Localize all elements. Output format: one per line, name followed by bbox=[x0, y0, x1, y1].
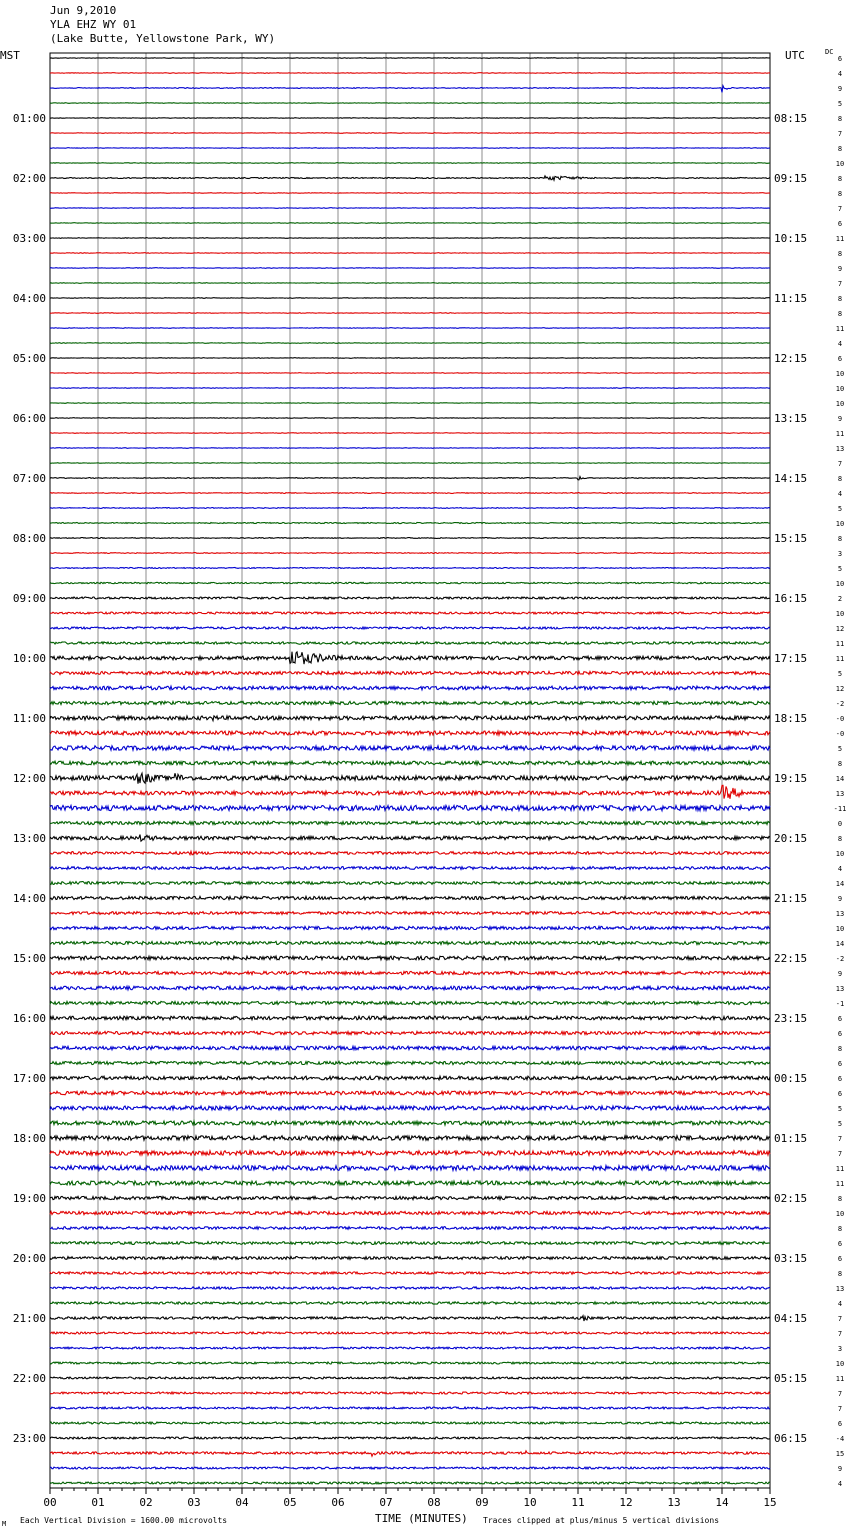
dc-offset-label: -0 bbox=[835, 715, 845, 723]
dc-offset-label: 8 bbox=[837, 115, 843, 123]
trace-53 bbox=[50, 851, 770, 854]
x-tick-label: 06 bbox=[331, 1496, 345, 1509]
dc-offset-label: 3 bbox=[837, 550, 843, 558]
dc-offset-label: 11 bbox=[835, 325, 845, 333]
left-hour-label: 06:00 bbox=[12, 412, 46, 425]
right-hour-label: 19:15 bbox=[774, 772, 808, 785]
trace-59 bbox=[50, 941, 770, 944]
dc-offset-label: 8 bbox=[837, 1225, 843, 1233]
trace-21 bbox=[50, 373, 770, 374]
right-hour-label: 14:15 bbox=[774, 472, 808, 485]
trace-88 bbox=[50, 1377, 770, 1379]
trace-2 bbox=[50, 86, 770, 93]
dc-offset-label: 5 bbox=[837, 505, 843, 513]
trace-26 bbox=[50, 448, 770, 449]
trace-52 bbox=[50, 835, 770, 842]
left-hour-label: 11:00 bbox=[12, 712, 46, 725]
x-tick-label: 00 bbox=[43, 1496, 57, 1509]
dc-offset-label: 6 bbox=[837, 220, 843, 228]
dc-offset-label: 11 bbox=[835, 1165, 845, 1173]
dc-offset-label: 11 bbox=[835, 235, 845, 243]
dc-offset-label: 10 bbox=[835, 400, 845, 408]
trace-77 bbox=[50, 1211, 770, 1214]
trace-50 bbox=[50, 805, 770, 810]
dc-offset-label: 5 bbox=[837, 565, 843, 573]
x-tick-label: 10 bbox=[523, 1496, 537, 1509]
trace-86 bbox=[50, 1347, 770, 1349]
dc-offset-label: 15 bbox=[835, 1450, 845, 1458]
trace-82 bbox=[50, 1287, 770, 1289]
dc-offset-label: 13 bbox=[835, 910, 845, 918]
dc-offset-label: 13 bbox=[835, 985, 845, 993]
trace-23 bbox=[50, 403, 770, 404]
dc-offset-label: 10 bbox=[835, 385, 845, 393]
right-hour-label: 23:15 bbox=[774, 1012, 808, 1025]
dc-offset-label: 6 bbox=[837, 355, 843, 363]
x-tick-label: 13 bbox=[667, 1496, 681, 1509]
trace-34 bbox=[50, 568, 770, 569]
trace-19 bbox=[50, 343, 770, 344]
trace-27 bbox=[50, 463, 770, 464]
dc-offset-label: 6 bbox=[837, 55, 843, 63]
right-hour-label: 22:15 bbox=[774, 952, 808, 965]
dc-offset-label: 10 bbox=[835, 370, 845, 378]
dc-offset-label: 9 bbox=[837, 970, 843, 978]
dc-offset-label: -4 bbox=[835, 1435, 845, 1443]
dc-offset-label: 5 bbox=[837, 1120, 843, 1128]
trace-81 bbox=[50, 1272, 770, 1274]
trace-14 bbox=[50, 268, 770, 269]
trace-62 bbox=[50, 986, 770, 990]
dc-offset-label: 14 bbox=[835, 940, 845, 948]
dc-offset-label: 8 bbox=[837, 1195, 843, 1203]
right-hour-label: 12:15 bbox=[774, 352, 808, 365]
right-hour-label: 15:15 bbox=[774, 532, 808, 545]
trace-36 bbox=[50, 597, 770, 599]
dc-offset-label: -1 bbox=[835, 1000, 845, 1008]
x-tick-label: 07 bbox=[379, 1496, 393, 1509]
dc-offset-label: 8 bbox=[837, 1045, 843, 1053]
dc-offset-label: 8 bbox=[837, 190, 843, 198]
trace-4 bbox=[50, 118, 770, 119]
trace-95 bbox=[50, 1482, 770, 1484]
trace-41 bbox=[50, 671, 770, 674]
dc-offset-label: 7 bbox=[837, 1390, 843, 1398]
trace-90 bbox=[50, 1407, 770, 1409]
trace-94 bbox=[50, 1467, 770, 1469]
left-hour-label: 10:00 bbox=[12, 652, 46, 665]
trace-70 bbox=[50, 1106, 770, 1110]
right-hour-label: 11:15 bbox=[774, 292, 808, 305]
trace-91 bbox=[50, 1422, 770, 1424]
right-hour-label: 20:15 bbox=[774, 832, 808, 845]
trace-65 bbox=[50, 1031, 770, 1034]
dc-offset-label: 6 bbox=[837, 1255, 843, 1263]
x-tick-label: 05 bbox=[283, 1496, 297, 1509]
dc-offset-label: 10 bbox=[835, 160, 845, 168]
right-hour-label: 03:15 bbox=[774, 1252, 808, 1265]
dc-offset-label: 4 bbox=[837, 490, 843, 498]
right-hour-label: 10:15 bbox=[774, 232, 808, 245]
trace-13 bbox=[50, 253, 770, 254]
trace-0 bbox=[50, 58, 770, 59]
trace-31 bbox=[50, 523, 770, 524]
right-hour-label: 08:15 bbox=[774, 112, 808, 125]
x-tick-label: 08 bbox=[427, 1496, 441, 1509]
trace-35 bbox=[50, 582, 770, 583]
trace-58 bbox=[50, 926, 770, 929]
right-hour-label: 02:15 bbox=[774, 1192, 808, 1205]
left-hour-label: 13:00 bbox=[12, 832, 46, 845]
trace-44 bbox=[50, 716, 770, 721]
left-hour-label: 14:00 bbox=[12, 892, 46, 905]
right-hour-label: 06:15 bbox=[774, 1432, 808, 1445]
dc-offset-label: 6 bbox=[837, 1420, 843, 1428]
x-tick-label: 11 bbox=[571, 1496, 585, 1509]
trace-39 bbox=[50, 642, 770, 644]
left-hour-label: 08:00 bbox=[12, 532, 46, 545]
trace-43 bbox=[50, 701, 770, 704]
dc-offset-label: 9 bbox=[837, 265, 843, 273]
dc-offset-label: -2 bbox=[835, 700, 845, 708]
trace-5 bbox=[50, 133, 770, 134]
trace-85 bbox=[50, 1332, 770, 1334]
dc-offset-label: 0 bbox=[837, 820, 843, 828]
trace-56 bbox=[50, 896, 770, 899]
dc-offset-label: 14 bbox=[835, 775, 845, 783]
dc-offset-label: 5 bbox=[837, 1105, 843, 1113]
x-tick-label: 04 bbox=[235, 1496, 249, 1509]
trace-46 bbox=[50, 746, 770, 750]
dc-offset-label: 7 bbox=[837, 205, 843, 213]
left-hour-label: 04:00 bbox=[12, 292, 46, 305]
trace-25 bbox=[50, 433, 770, 434]
trace-45 bbox=[50, 731, 770, 735]
dc-offset-label: 13 bbox=[835, 790, 845, 798]
left-hour-label: 21:00 bbox=[12, 1312, 46, 1325]
trace-72 bbox=[50, 1136, 770, 1140]
x-tick-label: 15 bbox=[763, 1496, 777, 1509]
trace-9 bbox=[50, 193, 770, 194]
dc-offset-label: 9 bbox=[837, 1465, 843, 1473]
dc-offset-label: 6 bbox=[837, 1030, 843, 1038]
dc-offset-label: 7 bbox=[837, 1150, 843, 1158]
dc-offset-label: 7 bbox=[837, 130, 843, 138]
left-hour-label: 15:00 bbox=[12, 952, 46, 965]
trace-1 bbox=[50, 73, 770, 74]
trace-61 bbox=[50, 971, 770, 974]
trace-38 bbox=[50, 627, 770, 629]
dc-offset-label: 6 bbox=[837, 1240, 843, 1248]
trace-42 bbox=[50, 686, 770, 690]
dc-offset-label: 11 bbox=[835, 655, 845, 663]
dc-offset-label: 10 bbox=[835, 580, 845, 588]
left-timezone-label: MST bbox=[0, 49, 20, 62]
trace-30 bbox=[50, 508, 770, 509]
x-tick-label: 03 bbox=[187, 1496, 201, 1509]
trace-32 bbox=[50, 538, 770, 539]
trace-3 bbox=[50, 103, 770, 104]
trace-69 bbox=[50, 1091, 770, 1095]
left-hour-label: 01:00 bbox=[12, 112, 46, 125]
x-tick-label: 02 bbox=[139, 1496, 153, 1509]
dc-offset-label: 6 bbox=[837, 1075, 843, 1083]
trace-89 bbox=[50, 1392, 770, 1394]
dc-offset-label: 14 bbox=[835, 880, 845, 888]
trace-60 bbox=[50, 956, 770, 960]
trace-17 bbox=[50, 313, 770, 314]
trace-10 bbox=[50, 208, 770, 209]
trace-68 bbox=[50, 1076, 770, 1080]
dc-offset-label: 8 bbox=[837, 175, 843, 183]
dc-offset-label: 4 bbox=[837, 865, 843, 873]
trace-7 bbox=[50, 163, 770, 164]
scale-note: Each Vertical Division = 1600.00 microvolts bbox=[20, 1516, 228, 1525]
dc-offset-label: -11 bbox=[833, 805, 847, 813]
trace-66 bbox=[50, 1046, 770, 1050]
dc-offset-label: 13 bbox=[835, 1285, 845, 1293]
trace-83 bbox=[50, 1302, 770, 1304]
trace-15 bbox=[50, 283, 770, 284]
x-axis-title: TIME (MINUTES) bbox=[375, 1512, 468, 1525]
trace-92 bbox=[50, 1437, 770, 1439]
trace-51 bbox=[50, 821, 770, 824]
dc-offset-label: 7 bbox=[837, 1135, 843, 1143]
right-hour-label: 18:15 bbox=[774, 712, 808, 725]
dc-offset-label: -0 bbox=[835, 730, 845, 738]
dc-offset-label: 9 bbox=[837, 415, 843, 423]
dc-offset-label: 10 bbox=[835, 610, 845, 618]
trace-71 bbox=[50, 1121, 770, 1125]
dc-offset-label: 4 bbox=[837, 340, 843, 348]
trace-87 bbox=[50, 1362, 770, 1364]
dc-offset-label: 9 bbox=[837, 895, 843, 903]
trace-76 bbox=[50, 1196, 770, 1199]
right-hour-label: 16:15 bbox=[774, 592, 808, 605]
trace-48 bbox=[50, 773, 770, 784]
dc-offset-label: 8 bbox=[837, 835, 843, 843]
dc-offset-label: 8 bbox=[837, 250, 843, 258]
dc-offset-label: 5 bbox=[837, 100, 843, 108]
dc-offset-label: 11 bbox=[835, 430, 845, 438]
trace-49 bbox=[50, 785, 770, 799]
dc-offset-label: 8 bbox=[837, 535, 843, 543]
dc-label: DC bbox=[825, 48, 834, 56]
dc-offset-label: 10 bbox=[835, 1360, 845, 1368]
right-hour-label: 17:15 bbox=[774, 652, 808, 665]
trace-29 bbox=[50, 493, 770, 494]
left-hour-label: 12:00 bbox=[12, 772, 46, 785]
left-hour-label: 09:00 bbox=[12, 592, 46, 605]
trace-64 bbox=[50, 1016, 770, 1020]
left-hour-label: 19:00 bbox=[12, 1192, 46, 1205]
dc-offset-label: 13 bbox=[835, 445, 845, 453]
dc-offset-label: 6 bbox=[837, 1015, 843, 1023]
trace-55 bbox=[50, 882, 770, 885]
x-tick-label: 09 bbox=[475, 1496, 489, 1509]
trace-28 bbox=[50, 477, 770, 480]
trace-80 bbox=[50, 1257, 770, 1260]
trace-11 bbox=[50, 223, 770, 224]
trace-67 bbox=[50, 1061, 770, 1064]
dc-offset-label: 6 bbox=[837, 1090, 843, 1098]
trace-16 bbox=[50, 298, 770, 299]
trace-33 bbox=[50, 553, 770, 554]
dc-offset-label: 7 bbox=[837, 1405, 843, 1413]
x-tick-label: 12 bbox=[619, 1496, 633, 1509]
dc-offset-label: 2 bbox=[837, 595, 843, 603]
x-tick-label: 14 bbox=[715, 1496, 729, 1509]
dc-offset-label: 5 bbox=[837, 745, 843, 753]
left-hour-label: 17:00 bbox=[12, 1072, 46, 1085]
trace-63 bbox=[50, 1001, 770, 1004]
header-station: YLA EHZ WY 01 bbox=[50, 18, 137, 31]
trace-78 bbox=[50, 1227, 770, 1230]
dc-offset-label: 10 bbox=[835, 1210, 845, 1218]
trace-22 bbox=[50, 388, 770, 389]
trace-54 bbox=[50, 867, 770, 870]
left-hour-label: 18:00 bbox=[12, 1132, 46, 1145]
trace-47 bbox=[50, 761, 770, 765]
right-hour-label: 21:15 bbox=[774, 892, 808, 905]
right-hour-label: 05:15 bbox=[774, 1372, 808, 1385]
trace-40 bbox=[50, 652, 770, 664]
header-date: Jun 9,2010 bbox=[50, 4, 117, 17]
trace-84 bbox=[50, 1316, 770, 1321]
trace-8 bbox=[50, 176, 770, 180]
left-hour-label: 22:00 bbox=[12, 1372, 46, 1385]
dc-offset-label: 3 bbox=[837, 1345, 843, 1353]
dc-offset-label: 9 bbox=[837, 85, 843, 93]
dc-offset-label: 11 bbox=[835, 1180, 845, 1188]
trace-74 bbox=[50, 1166, 770, 1171]
trace-93 bbox=[50, 1451, 770, 1456]
header-location: (Lake Butte, Yellowstone Park, WY) bbox=[50, 32, 276, 45]
dc-offset-label: 8 bbox=[837, 145, 843, 153]
dc-offset-label: 7 bbox=[837, 460, 843, 468]
dc-offset-label: 7 bbox=[837, 280, 843, 288]
dc-offset-label: 5 bbox=[837, 670, 843, 678]
dc-offset-label: 8 bbox=[837, 760, 843, 768]
clip-note: Traces clipped at plus/minus 5 vertical divisions bbox=[483, 1516, 720, 1525]
right-hour-label: 00:15 bbox=[774, 1072, 808, 1085]
dc-offset-label: 7 bbox=[837, 1330, 843, 1338]
dc-offset-label: 10 bbox=[835, 850, 845, 858]
dc-offset-label: 4 bbox=[837, 70, 843, 78]
dc-offset-label: 8 bbox=[837, 295, 843, 303]
right-hour-label: 13:15 bbox=[774, 412, 808, 425]
left-hour-label: 23:00 bbox=[12, 1432, 46, 1445]
trace-20 bbox=[50, 358, 770, 359]
dc-offset-label: 10 bbox=[835, 925, 845, 933]
left-hour-label: 03:00 bbox=[12, 232, 46, 245]
dc-offset-label: 11 bbox=[835, 640, 845, 648]
left-hour-label: 16:00 bbox=[12, 1012, 46, 1025]
dc-offset-label: 8 bbox=[837, 1270, 843, 1278]
dc-offset-label: 8 bbox=[837, 310, 843, 318]
x-tick-label: 01 bbox=[91, 1496, 105, 1509]
dc-offset-label: 8 bbox=[837, 475, 843, 483]
trace-79 bbox=[50, 1242, 770, 1245]
right-hour-label: 01:15 bbox=[774, 1132, 808, 1145]
right-timezone-label: UTC bbox=[785, 49, 805, 62]
left-hour-label: 20:00 bbox=[12, 1252, 46, 1265]
dc-offset-label: 4 bbox=[837, 1300, 843, 1308]
right-hour-label: 04:15 bbox=[774, 1312, 808, 1325]
dc-offset-label: 7 bbox=[837, 1315, 843, 1323]
dc-offset-label: 10 bbox=[835, 520, 845, 528]
trace-73 bbox=[50, 1151, 770, 1155]
trace-18 bbox=[50, 328, 770, 329]
dc-offset-label: 12 bbox=[835, 685, 845, 693]
dc-offset-label: 4 bbox=[837, 1480, 843, 1488]
right-hour-label: 09:15 bbox=[774, 172, 808, 185]
trace-75 bbox=[50, 1181, 770, 1185]
left-hour-label: 07:00 bbox=[12, 472, 46, 485]
trace-6 bbox=[50, 148, 770, 149]
dc-offset-label: 6 bbox=[837, 1060, 843, 1068]
dc-offset-label: -2 bbox=[835, 955, 845, 963]
dc-offset-label: 11 bbox=[835, 1375, 845, 1383]
trace-37 bbox=[50, 612, 770, 614]
trace-57 bbox=[50, 912, 770, 915]
trace-12 bbox=[50, 238, 770, 239]
logo-mark: M bbox=[2, 1520, 7, 1528]
left-hour-label: 02:00 bbox=[12, 172, 46, 185]
left-hour-label: 05:00 bbox=[12, 352, 46, 365]
trace-24 bbox=[50, 418, 770, 419]
dc-offset-label: 12 bbox=[835, 625, 845, 633]
